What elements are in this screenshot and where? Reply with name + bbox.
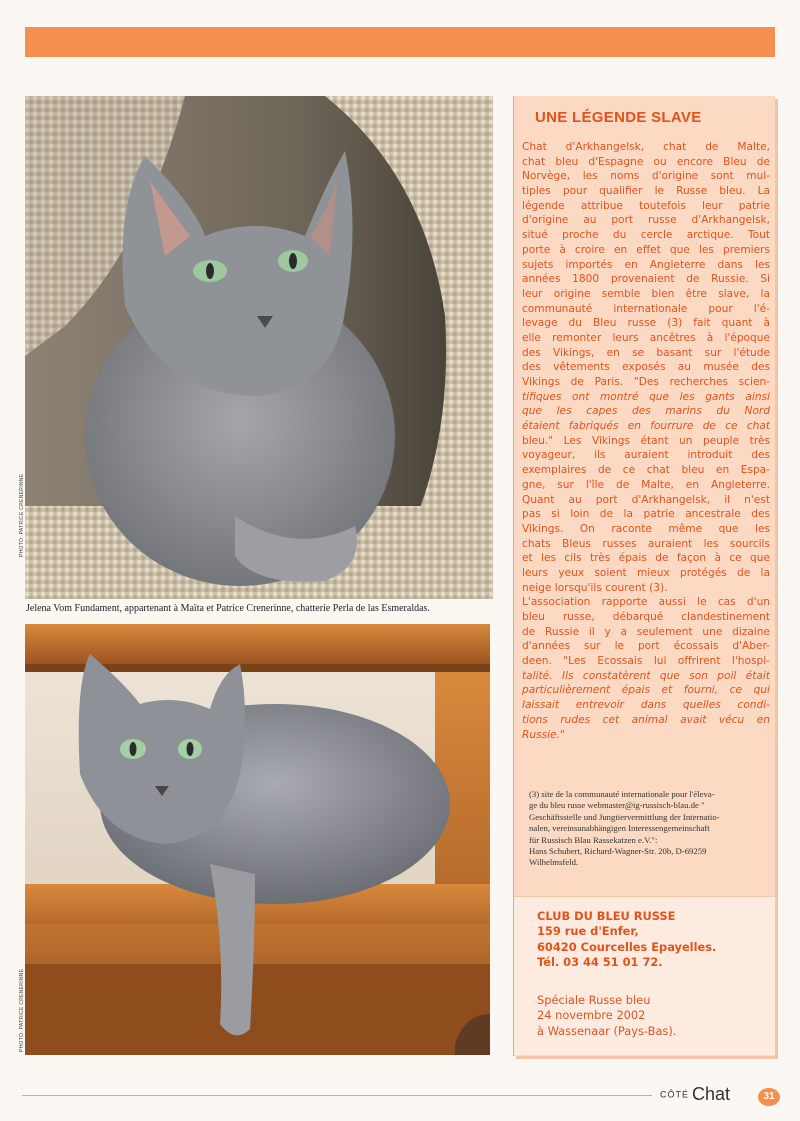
- article-line: voyageur, ils auraient introduit des: [522, 449, 770, 462]
- article-line: d'années sur le port écossais d'Aber-: [522, 640, 770, 653]
- article-line: d'origine au port russe d'Arkhangelsk,: [522, 214, 770, 227]
- article-line: Vikings. On raconte même que les: [522, 522, 770, 535]
- article-line: légende attribue toutefois leur patrie: [522, 199, 770, 212]
- club-event-line: à Wassenaar (Pays-Bas).: [537, 1023, 677, 1038]
- club-event-line: Spéciale Russe bleu: [537, 993, 651, 1007]
- article-line: levage du Bleu russe (3) fait quant à: [522, 317, 770, 330]
- footnote-line: nalen, vereinsunabhängigen Interessengemeinschaft: [529, 823, 710, 834]
- article-line: des Vikings, en se basant sur l'étude: [522, 346, 770, 359]
- article-line: pas si loin de la patrie ancestrale des: [522, 508, 770, 521]
- club-info-box: [514, 896, 775, 1055]
- article-line: Quant au port d'Arkhangelsk, il n'est: [522, 493, 770, 506]
- article-line: exemplaires de ce chat bleu en Espa-: [522, 464, 770, 477]
- article-line: tifiques ont montré que les gants ainsi: [522, 390, 770, 403]
- club-address-line: 60420 Courcelles Epayelles.: [537, 939, 717, 954]
- article-line: que les capes des marins du Nord: [522, 405, 770, 418]
- brand-cote: CÔTÉ: [660, 1089, 690, 1100]
- article-line: leurs yeux soient mieux protégés de la: [522, 566, 770, 579]
- article-line: laissait entrevoir dans quelles condi-: [522, 699, 770, 712]
- footnote-line: Geschäftsstelle und Jungtiervermittlung der Internatio-: [529, 811, 720, 822]
- article-line: particulièrement épais et fourni, ce qui: [522, 684, 770, 697]
- article-line: Norvège, les noms d'origine sont mul-: [522, 170, 770, 183]
- photo-credit-bottom: PHOTO: PATRICE CRENERINNE: [19, 968, 25, 1052]
- photo-caption: Jelena Vom Fundament, appartenant à Maïta et Patrice Crenerinne, chatterie Perla de las Esmeraldas.: [26, 603, 430, 614]
- footnote-line: für Russisch Blau Rassekatzen e.V.":: [529, 834, 658, 845]
- article-line: Vikings de Paris. "Des recherches scien-: [522, 376, 770, 388]
- club-address: [537, 909, 716, 970]
- sidebar-footnote: [529, 789, 769, 869]
- article-line: et les cils très épais de façon à ce que: [522, 552, 770, 565]
- footnote-line: Hans Schubert, Richard-Wagner-Str. 20b, D-69259: [529, 846, 707, 857]
- article-line: bleu." Les Vikings étant un peuple très: [522, 434, 770, 447]
- article-line: porte à croire en effet que les premiers: [522, 243, 770, 256]
- sidebar-title: UNE LÉGENDE SLAVE: [535, 109, 702, 126]
- article-line: neige lorsqu'ils courent (3).: [522, 581, 668, 594]
- article-line: bleu russe, débarqué clandestinement: [522, 611, 770, 623]
- cat-photo-top: [25, 96, 493, 599]
- magazine-brand: [660, 1084, 730, 1105]
- article-line: leur origine semble bien être slave, la: [522, 287, 770, 300]
- article-line: deen. "Les Ecossais lui offrirent l'hospi-: [522, 655, 770, 668]
- club-address-line: Tél. 03 44 51 01 72.: [537, 954, 663, 969]
- article-line: chats Bleus russes auraient les sourcils: [522, 537, 770, 550]
- page-number: 31: [758, 1088, 780, 1106]
- sidebar-box: [513, 96, 775, 1056]
- article-line: situé proche du cercle arctique. Tout: [522, 229, 770, 242]
- article-line: chat bleu d'Espagne ou encore Bleu de: [522, 155, 770, 168]
- article-line: talité. Ils constatèrent que son poil était: [522, 669, 770, 682]
- article-line: tiples pour qualifier le Russe bleu. La: [522, 185, 770, 198]
- article-line: L'association rapporte aussi le cas d'un: [522, 596, 770, 609]
- article-line: Chat d'Arkhangelsk, chat de Malte,: [522, 141, 770, 153]
- cat-photo-bottom: [25, 624, 490, 1055]
- footnote-line: ge du bleu russe webmaster@ig-russisch-blau.de ": [529, 800, 705, 811]
- article-line: des vêtements exposés au musée des: [522, 361, 770, 374]
- footnote-line: (3) site de la communauté internationale pour l'éleva-: [529, 789, 715, 799]
- club-event: [537, 993, 676, 1039]
- photo-credit-top: PHOTO: PATRICE CRENERINNE: [19, 473, 25, 557]
- article-line: tions rudes cet animal avait vécu en: [522, 713, 770, 726]
- article-line: Russie.": [522, 728, 565, 741]
- club-address-line: 159 rue d'Enfer,: [537, 924, 639, 939]
- club-event-line: 24 novembre 2002: [537, 1008, 646, 1023]
- article-line: sujets importés en Angleterre dans les: [522, 258, 770, 271]
- article-line: communauté internationale pour l'é-: [522, 302, 770, 315]
- footer-rule: [22, 1095, 652, 1096]
- article-line: étaient fabriqués en fourrure de ce chat: [522, 420, 770, 433]
- footnote-line: Wilhelmsfeld.: [529, 857, 579, 868]
- article-line: de Russie il y a seulement une dizaine: [522, 625, 770, 638]
- article-line: elle remonter leurs ancêtres à l'époque: [522, 331, 770, 344]
- article-line: années 1800 provenaient de Russie. Si: [522, 273, 770, 286]
- sidebar-article-body: [522, 140, 770, 742]
- club-address-line: CLUB DU BLEU RUSSE: [537, 909, 676, 923]
- top-banner: [25, 27, 775, 57]
- brand-chat: Chat: [692, 1084, 731, 1104]
- article-line: gne, sur l'île de Malte, en Angleterre.: [522, 478, 770, 491]
